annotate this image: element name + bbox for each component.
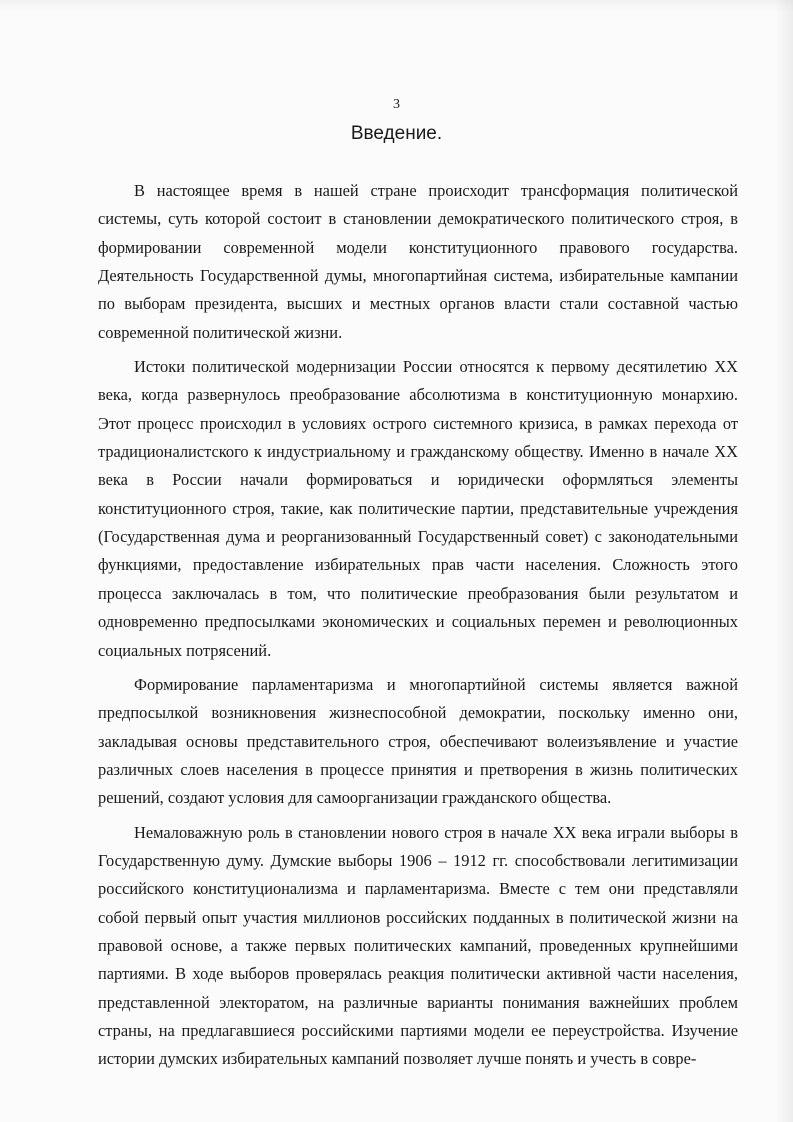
paragraph-4: Немаловажную роль в становлении нового строя в начале XX века играли выборы в Государственную думу. Думские выборы 1906 – 1912 гг. способствовали легитимизации российского конституционализма и парламентаризма. Вместе с тем они представляли собой первый опыт участия миллионов российских подданных в политической жизни на правовой основе, а также первых политических кампаний, проведенных крупнейшими партиями. В ходе выборов проверялась реакция политически активной части населения, представленной электоратом, на различные варианты понимания важнейших проблем страны, на предлагавшиеся российскими партиями модели ее переустройства. Изучение истории думских избирательных кампаний позволяет лучше понять и учесть в совре- (98, 822, 738, 1069)
scan-shadow-top (0, 0, 793, 12)
paragraph-3: Формирование парламентаризма и многопартийной системы является важной предпосылкой возникновения жизнеспособной демократии, поскольку именно они, закладывая основы представительного строя, обеспечивают волеизъявление и участие различных слоев населения в процессе принятия и претворения в жизнь политических решений, создают условия для самоорганизации гражданского общества. (98, 674, 738, 808)
paragraph-2: Истоки политической модернизации России относятся к первому десятилетию XX века, когда развернулось преобразование абсолютизма в конституционную монархию. Этот процесс происходил в условиях острого системного кризиса, в рамках перехода от традиционалистского к индустриальному и гражданскому обществу. Именно в начале XX века в России начали формироваться и юридически оформляться элементы конституционного строя, такие, как политические партии, представительные учреждения (Государственная дума и реорганизованный Государственный совет) с законодательными функциями, предоставление избирательных прав части населения. Сложность этого процесса заключалась в том, что политические преобразования были результатом и одновременно предпосылками экономических и социальных перемен и революционных социальных потрясений. (98, 357, 738, 660)
page-number: 3 (393, 97, 400, 112)
paragraph-1: В настоящее время в нашей стране происходит трансформация политической системы, суть которой состоит в становлении демократического политического строя, в формировании современной модели конституционного правового государства. Деятельность Государственной думы, многопартийная система, избирательные кампании по выборам президента, высших и местных органов власти стали составной частью современной политической жизни. (98, 181, 738, 342)
section-title: Введение. (350, 123, 443, 144)
body-text (98, 177, 738, 1080)
scan-shadow-right (775, 0, 793, 1122)
